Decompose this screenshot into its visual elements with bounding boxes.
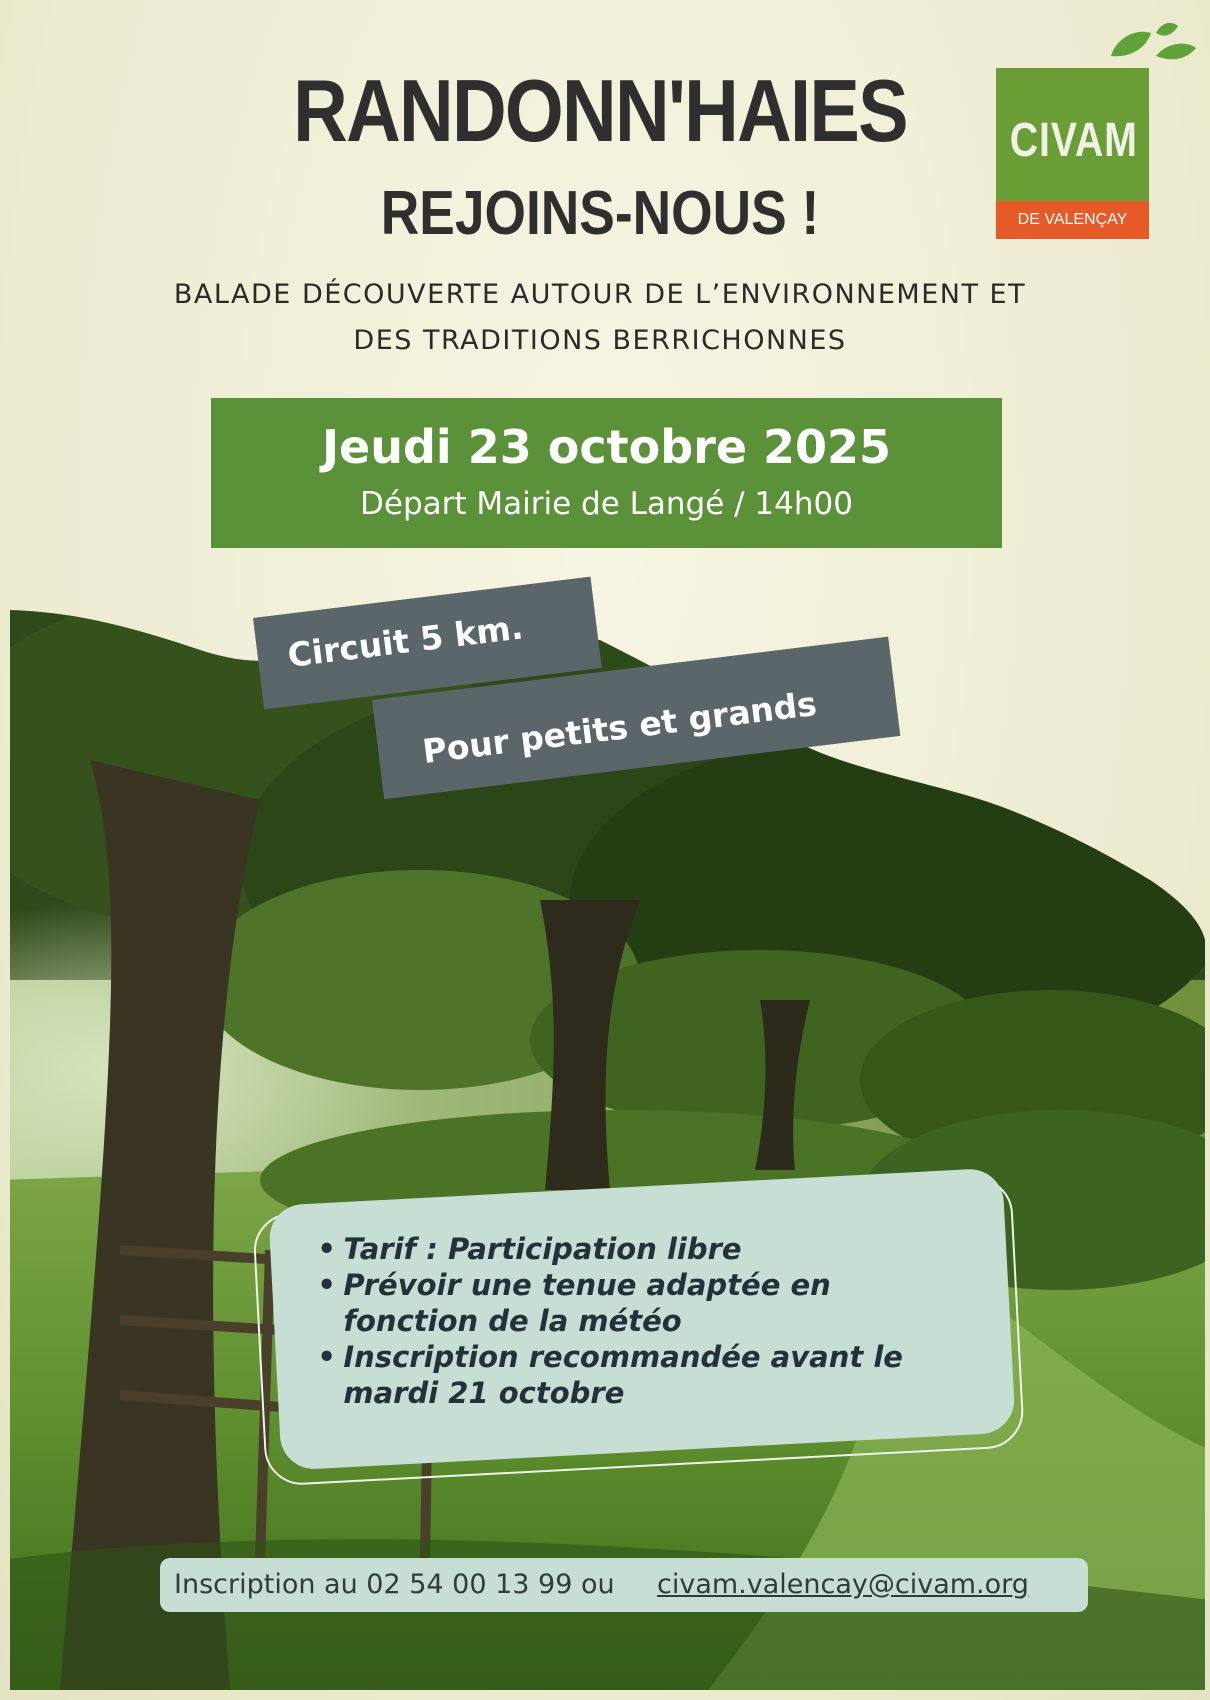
- event-departure: Départ Mairie de Langé / 14h00: [360, 486, 853, 522]
- contact-email-link[interactable]: civam.valencay@civam.org: [657, 1569, 1029, 1600]
- list-item: • Tarif : Participation libre: [343, 1231, 973, 1267]
- intro-line-1: BALADE DÉCOUVERTE AUTOUR DE L’ENVIRONNEMENT ET: [173, 279, 1027, 310]
- event-date-box: [211, 398, 1002, 548]
- civam-logo: [996, 18, 1206, 248]
- audience-label: Pour petits et grands: [420, 684, 819, 772]
- info-box: [268, 1168, 1016, 1471]
- event-date: Jeudi 23 octobre 2025: [321, 420, 892, 474]
- info-list: [321, 1231, 973, 1411]
- intro-line-2: DES TRADITIONS BERRICHONNES: [353, 325, 847, 356]
- list-item: • Inscription recommandée avant le mardi 21 octobre: [343, 1339, 973, 1411]
- list-item: • Prévoir une tenue adaptée en fonction de la météo: [343, 1267, 973, 1339]
- logo-location: DE VALENÇAY: [996, 201, 1149, 239]
- logo-name: CIVAM: [1009, 114, 1138, 167]
- contact-label: Inscription au 02 54 00 13 99 ou: [174, 1569, 615, 1600]
- page-subtitle: REJOINS-NOUS !: [380, 179, 820, 248]
- circuit-label: Circuit 5 km.: [285, 607, 526, 675]
- page-title: RANDONN'HAIES: [293, 61, 907, 160]
- intro-text: [100, 272, 1100, 364]
- contact-bar: [160, 1558, 1088, 1612]
